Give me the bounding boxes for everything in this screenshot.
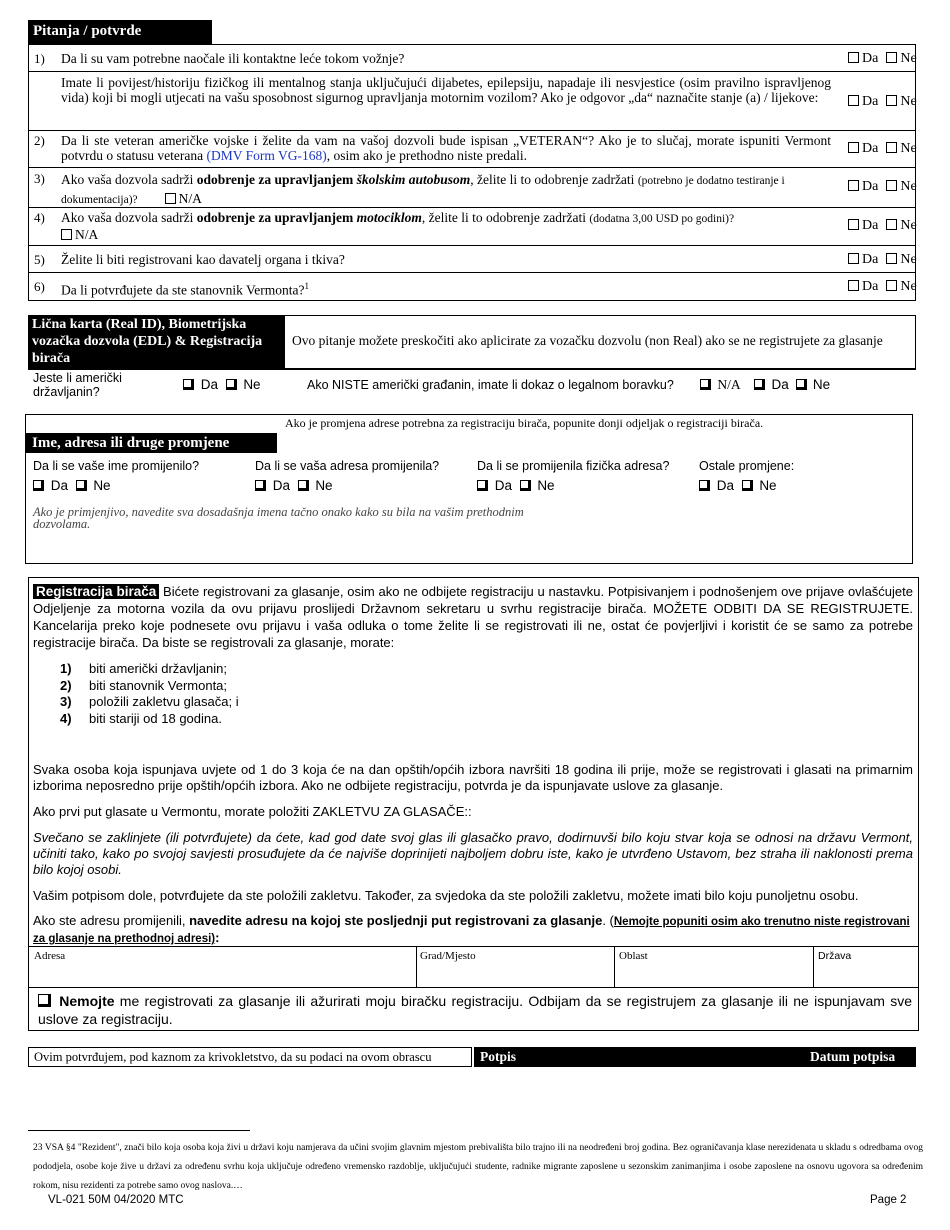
name-changed-question: Da li se vaše ime promijenilo? [33,459,200,473]
no-checkbox[interactable] [886,142,897,153]
yes-no-choice: Da Ne [848,141,917,157]
yes-checkbox[interactable] [848,142,859,153]
real-id-note: Ovo pitanje možete preskočiti ako aplicirate za vozačku dozvolu (non Real) ako se ne registrujete za glasanje [292,333,883,348]
voter-requirements [60,661,239,727]
question-text: Da li potvrđujete da ste stanovnik Vermonta?$^1$ [61,281,309,298]
legal-residence-choice: N/A Da Ne [700,377,830,393]
requirement-item: 4) biti stariji od 18 godina. [60,710,222,726]
na-checkbox[interactable] [165,193,176,204]
signature-field[interactable]: Potpis [480,1049,517,1064]
footnote: 23 VSA §4 "Rezident", znači bilo koja osoba koja živi u državi koju namjerava da učini svojim glavnim mjestom prebivališta bilo trajno ili na neodređeni broj godina. Bez ograničavanja klase nerezidenata u skladu s odredbama ovog pododjela, osobe koje žive u državi za određenu svrhu koja uključuje određeno vremensko razdoblje, uključujući studente, radnike migrante zaposlene u sezonskim zanimanjima i osobe zaposlene na osnovu ugovora sa određenim rokom, nisu rezidenti za potrebe samo ovog naslova.… [33,1143,923,1191]
form-id: VL-021 50M 04/2020 MTC [48,1194,184,1206]
citizen-no-checkbox[interactable] [226,379,237,390]
question-text: Ako vaša dozvola sadrži odobrenje za upravljanjem motociklom, želite li to odobrenje zadržati (dodatna 3,00 USD po godini)? N/A [61,210,735,242]
yes-checkbox[interactable] [477,480,488,491]
dmv-form-link[interactable]: (DMV Form VG-168) [206,148,327,163]
prior-names-instruction[interactable]: Ako je primjenjivo, navedite sva dosadašnja imena tačno onako kako su bila na vašim prethodnim dozvolama. [33,505,524,531]
citizen-yes-checkbox[interactable] [183,379,194,390]
yes-checkbox[interactable] [848,253,859,264]
other-changes-choice: Da Ne [699,478,777,493]
decline-registration-checkbox[interactable] [38,994,51,1007]
question-number: 5) [34,252,45,267]
yes-checkbox[interactable] [848,180,859,191]
no-checkbox[interactable] [298,480,309,491]
physical-address-question: Da li se promijenila fizička adresa? [477,459,670,473]
requirement-item: 1) biti američki državljanin; [60,661,227,676]
previous-county-field[interactable]: Oblast [619,950,648,962]
requirement-item: 2) biti stanovnik Vermonta; [60,677,228,693]
previous-address-instruction: Ako ste adresu promijenili, navedite adresu na kojoj ste posljednji put registrovani za glasanje. (Nemojte popuniti osim ako trenutno niste registrovani za glasanje na prethodnoj adresi): [33,913,910,945]
question-text: Da li ste veteran američke vojske i želite da vam na vašoj dozvoli bude ispisan „VETERAN“? Ako je to slučaj, morate ispuniti Vermont potvrdu o statusu veterana (DMV Form VG-168), osim ako je prethodno niste predali. [61,133,831,163]
question-number: 1) [34,51,45,66]
no-checkbox[interactable] [886,180,897,191]
oath-text: Svečano se zaklinjete (ili potvrđujete) da ćete, kad god date svoj glas ili glasačko pravo, dodirnuvši bilo koju stvar koja se odnosi na državu Vermont, učiniti tako, kako po svojoj savjesti prosuđujete da će najviše doprinijeti najboljem dobru iste, kako je utvrđeno Ustavom, bez straha ili naklonosti prema bilo kojoj osobi. [33,830,913,877]
no-checkbox[interactable] [886,95,897,106]
no-checkbox[interactable] [886,219,897,230]
voter-body [33,762,913,947]
address-changed-question: Da li se vaša adresa promijenila? [255,459,440,473]
previous-city-field[interactable]: Grad/Mjesto [420,950,476,962]
changes-header: Ime, adresa ili druge promjene [25,433,277,453]
yes-no-choice: Da Ne [848,51,917,67]
real-id-header: Lična karta (Real ID), Biometrijska vozačka dozvola (EDL) & Registracija birača [28,315,284,369]
yes-checkbox[interactable] [255,480,266,491]
question-number: 4) [34,210,45,225]
yes-checkbox[interactable] [848,280,859,291]
no-checkbox[interactable] [742,480,753,491]
yes-checkbox[interactable] [33,480,44,491]
question-text: Ako vaša dozvola sadrži odobrenje za upravljanjem školskim autobusom, želite li to odobrenje zadržati (potrebno je dodatno testiranje i dokumentacija)? N/A [61,172,785,206]
citizen-question: Jeste li američki državljanin? [33,371,122,399]
witness-paragraph: Vašim potpisom dole, potvrđujete da ste položili zakletvu. Također, za svjedoka da ste položili zakletvu, možete imati bilo koju punoljetnu osobu. [33,888,859,903]
question-number: 2) [34,133,45,148]
question-number: 6) [34,279,45,294]
eligibility-paragraph: Svaka osoba koja ispunjava uvjete od 1 do 3 koja će na dan opštih/općih izbora navršiti 18 godina ili prije, može se registrovati i glasati na primarnim izborima neposredno prije opštih/općih izbora. Ako ne odbijete registraciju, potvrda je da ispunjavate uslove za glasanje. [33,762,913,793]
legal-na-checkbox[interactable] [700,379,711,390]
yes-no-choice: Da Ne [848,252,917,268]
no-checkbox[interactable] [520,480,531,491]
legal-residence-question: Ako NISTE američki građanin, imate li dokaz o legalnom boravku? [307,378,674,392]
questions-header: Pitanja / potvrde [28,20,212,44]
yes-checkbox[interactable] [848,95,859,106]
legal-no-checkbox[interactable] [796,379,807,390]
yes-no-choice: Da Ne [848,179,917,195]
yes-no-choice: Da Ne [848,94,917,110]
decline-registration: Nemojte me registrovati za glasanje ili ažurirati moju biračku registraciju. Odbijam da se registrujem za glasanje ili ne ispunjavam sve uslove za registraciju. [38,993,913,1027]
yes-no-choice: Da Ne [848,218,917,234]
requirement-item: 3) položili zakletvu glasača; i [60,694,239,709]
voter-header: Registracija birača [33,584,159,599]
other-changes-question: Ostale promjene: [699,459,795,473]
no-checkbox[interactable] [886,52,897,63]
page-number: Page 2 [870,1194,907,1206]
signature-date-field[interactable]: Datum potpisa [810,1049,896,1064]
yes-no-choice: Da Ne [848,279,917,295]
yes-checkbox[interactable] [848,219,859,230]
changes-note: Ako je promjena adrese potrebna za registraciju birača, popunite donji odjeljak o registraciji birača. [285,416,764,430]
address-changed-choice: Da Ne [255,478,333,493]
question-text: Želite li biti registrovani kao davatelj organa i tkiva? [61,252,345,267]
physical-address-choice: Da Ne [477,478,555,493]
yes-checkbox[interactable] [848,52,859,63]
name-changed-choice: Da Ne [33,478,111,493]
certify-statement: Ovim potvrđujem, pod kaznom za krivokletstvo, da su podaci na ovom obrascu [28,1047,472,1067]
no-checkbox[interactable] [886,280,897,291]
previous-address-field[interactable]: Adresa [34,950,66,962]
questions-rows [28,44,916,301]
question-text: Da li su vam potrebne naočale ili kontaktne leće tokom vožnje? [61,51,405,66]
voter-intro: Registracija birača Bićete registrovani za glasanje, osim ako ne odbijete registraciju u nastavku. Potpisivanjem i podnošenjem ove prijave ovlašćujete Odjeljenje za motorna vozila da ovu prijavu proslijedi Državnom sekretaru u svrhu registracije birača. MOŽETE ODBITI DA SE REGISTRUJETE. Kancelarija preko koje podnesete ovu prijavu i vaša odluka o tome želite li se registrovati ili ne, ostat će povjerljivi i koristit će se samo za potrebe registracije birača. Da biste se registrovali za glasanje, morate: [33,584,913,650]
question-number: 3) [34,171,45,186]
citizen-choice: Da Ne [183,377,261,392]
no-checkbox[interactable] [76,480,87,491]
previous-state-field[interactable]: Država [818,950,852,962]
footnote-divider [28,1130,250,1131]
na-checkbox[interactable] [61,229,72,240]
no-checkbox[interactable] [886,253,897,264]
yes-checkbox[interactable] [699,480,710,491]
legal-yes-checkbox[interactable] [754,379,765,390]
question-text: Imate li povijest/historiju fizičkog ili mentalnog stanja uključujući dijabetes, epilepsiju, napadaje ili nesvjestice (osim pravilno ispravljenog vida) koji bi mogli utjecati na vašu sposobnost sigurnog upravljanja motornim vozilom? Ako je odgovor „da“ naznačite stanje (a) / lijekove: [61,75,831,105]
oath-intro: Ako prvi put glasate u Vermontu, morate položiti ZAKLETVU ZA GLASAČE:: [33,804,472,819]
